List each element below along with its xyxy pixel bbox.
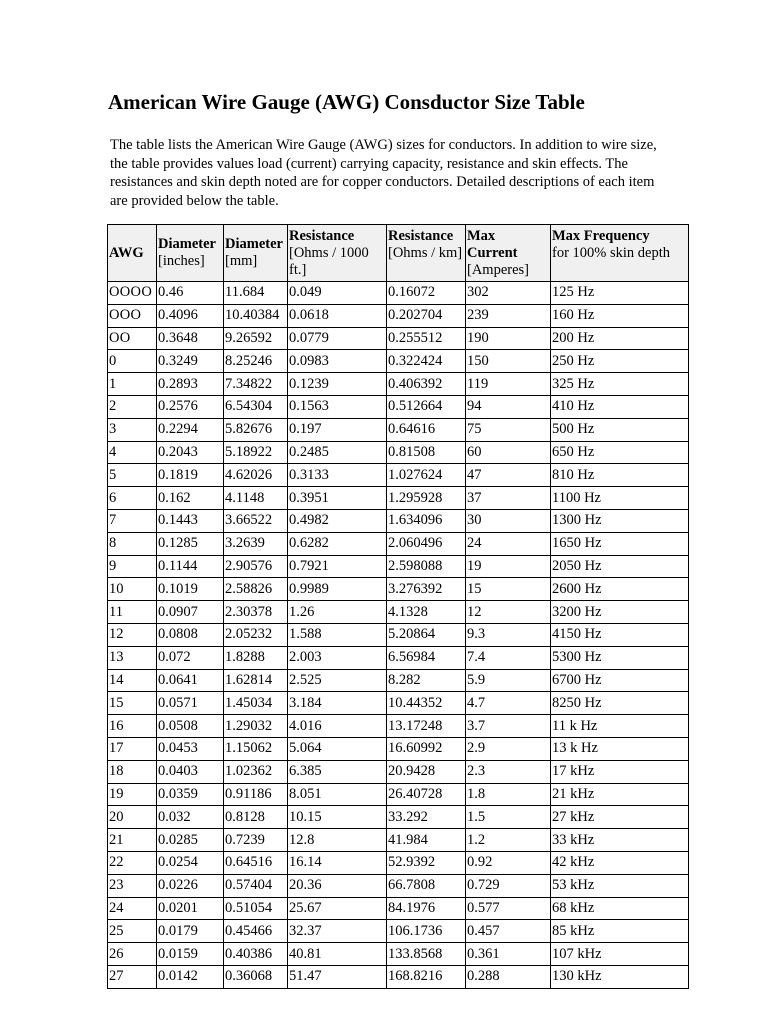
cell-resistance-ft: 3.184	[288, 692, 387, 715]
cell-resistance-ft: 2.525	[288, 669, 387, 692]
cell-resistance-km: 8.282	[387, 669, 466, 692]
cell-resistance-ft: 0.9989	[288, 578, 387, 601]
cell-awg: 13	[108, 646, 157, 669]
cell-diameter-inches: 0.0285	[157, 829, 224, 852]
cell-diameter-mm: 0.91186	[224, 783, 288, 806]
header-label: Max Current	[467, 228, 518, 261]
cell-max-frequency: 13 k Hz	[551, 737, 689, 760]
cell-max-frequency: 1650 Hz	[551, 532, 689, 555]
cell-max-current: 1.8	[466, 783, 551, 806]
cell-diameter-mm: 1.62814	[224, 669, 288, 692]
table-row	[108, 829, 689, 852]
cell-diameter-inches: 0.1019	[157, 578, 224, 601]
cell-diameter-inches: 0.0254	[157, 851, 224, 874]
cell-resistance-ft: 0.3951	[288, 487, 387, 510]
cell-diameter-inches: 0.0907	[157, 601, 224, 624]
header-max-frequency	[551, 225, 689, 282]
cell-awg: 14	[108, 669, 157, 692]
cell-resistance-km: 0.81508	[387, 441, 466, 464]
cell-max-frequency: 500 Hz	[551, 418, 689, 441]
cell-diameter-inches: 0.3249	[157, 350, 224, 373]
cell-max-frequency: 410 Hz	[551, 395, 689, 418]
cell-resistance-km: 41.984	[387, 829, 466, 852]
cell-awg: OOO	[108, 304, 157, 327]
cell-awg: 8	[108, 532, 157, 555]
awg-table-body	[108, 282, 689, 989]
cell-resistance-ft: 0.197	[288, 418, 387, 441]
cell-diameter-mm: 1.8288	[224, 646, 288, 669]
cell-max-frequency: 4150 Hz	[551, 623, 689, 646]
cell-resistance-km: 0.202704	[387, 304, 466, 327]
cell-resistance-km: 0.64616	[387, 418, 466, 441]
cell-diameter-inches: 0.0453	[157, 737, 224, 760]
cell-awg: 26	[108, 943, 157, 966]
table-row	[108, 532, 689, 555]
cell-diameter-inches: 0.162	[157, 487, 224, 510]
cell-diameter-inches: 0.0201	[157, 897, 224, 920]
cell-max-current: 0.729	[466, 874, 551, 897]
cell-resistance-km: 3.276392	[387, 578, 466, 601]
header-label: Max Frequency	[552, 228, 650, 244]
cell-resistance-ft: 0.2485	[288, 441, 387, 464]
cell-diameter-mm: 4.62026	[224, 464, 288, 487]
cell-resistance-ft: 40.81	[288, 943, 387, 966]
cell-awg: 20	[108, 806, 157, 829]
cell-diameter-mm: 2.05232	[224, 623, 288, 646]
cell-diameter-mm: 0.7239	[224, 829, 288, 852]
cell-resistance-km: 52.9392	[387, 851, 466, 874]
cell-resistance-km: 1.027624	[387, 464, 466, 487]
table-row	[108, 737, 689, 760]
cell-diameter-mm: 0.8128	[224, 806, 288, 829]
header-unit: [Ohms / km]	[388, 245, 463, 261]
cell-diameter-inches: 0.0808	[157, 623, 224, 646]
header-awg-label: AWG	[109, 245, 144, 261]
table-row	[108, 897, 689, 920]
cell-diameter-inches: 0.032	[157, 806, 224, 829]
header-unit: [inches]	[158, 253, 205, 269]
cell-awg: OO	[108, 327, 157, 350]
cell-max-current: 239	[466, 304, 551, 327]
table-row	[108, 943, 689, 966]
cell-diameter-inches: 0.0508	[157, 715, 224, 738]
cell-resistance-km: 4.1328	[387, 601, 466, 624]
cell-diameter-inches: 0.0179	[157, 920, 224, 943]
cell-max-frequency: 2600 Hz	[551, 578, 689, 601]
table-row	[108, 418, 689, 441]
table-row	[108, 395, 689, 418]
cell-awg: 11	[108, 601, 157, 624]
cell-resistance-ft: 1.588	[288, 623, 387, 646]
cell-diameter-mm: 1.02362	[224, 760, 288, 783]
cell-resistance-km: 168.8216	[387, 965, 466, 988]
cell-diameter-inches: 0.0641	[157, 669, 224, 692]
cell-diameter-inches: 0.1144	[157, 555, 224, 578]
cell-resistance-km: 106.1736	[387, 920, 466, 943]
cell-max-frequency: 11 k Hz	[551, 715, 689, 738]
cell-diameter-inches: 0.2576	[157, 395, 224, 418]
header-label: Diameter	[158, 236, 216, 252]
cell-resistance-km: 0.512664	[387, 395, 466, 418]
cell-resistance-ft: 2.003	[288, 646, 387, 669]
cell-max-frequency: 42 kHz	[551, 851, 689, 874]
header-diameter-inches	[157, 225, 224, 282]
cell-diameter-mm: 0.36068	[224, 965, 288, 988]
header-resistance-ft	[288, 225, 387, 282]
table-row	[108, 669, 689, 692]
cell-resistance-ft: 0.049	[288, 282, 387, 305]
cell-max-frequency: 125 Hz	[551, 282, 689, 305]
cell-resistance-ft: 4.016	[288, 715, 387, 738]
table-row	[108, 578, 689, 601]
cell-diameter-mm: 10.40384	[224, 304, 288, 327]
cell-diameter-mm: 2.58826	[224, 578, 288, 601]
cell-max-current: 7.4	[466, 646, 551, 669]
cell-diameter-mm: 1.45034	[224, 692, 288, 715]
cell-awg: 23	[108, 874, 157, 897]
cell-awg: 5	[108, 464, 157, 487]
cell-max-current: 1.2	[466, 829, 551, 852]
cell-diameter-mm: 5.18922	[224, 441, 288, 464]
cell-awg: 27	[108, 965, 157, 988]
cell-resistance-ft: 0.0618	[288, 304, 387, 327]
cell-resistance-km: 84.1976	[387, 897, 466, 920]
cell-resistance-km: 13.17248	[387, 715, 466, 738]
cell-max-frequency: 85 kHz	[551, 920, 689, 943]
header-unit: [Amperes]	[467, 262, 530, 278]
intro-paragraph: The table lists the American Wire Gauge (AWG) sizes for conductors. In addition to wire size, the table provides values load (current) carrying capacity, resistance and skin effects. The resistances and skin depth noted are for copper conductors. Detailed descriptions of each item are provided below the table.	[110, 137, 657, 209]
header-diameter-mm	[224, 225, 288, 282]
cell-resistance-km: 133.8568	[387, 943, 466, 966]
table-row	[108, 487, 689, 510]
page-title: American Wire Gauge (AWG) Consductor Size Table	[108, 90, 585, 114]
cell-diameter-inches: 0.072	[157, 646, 224, 669]
cell-max-current: 2.9	[466, 737, 551, 760]
cell-diameter-inches: 0.2294	[157, 418, 224, 441]
cell-awg: 21	[108, 829, 157, 852]
cell-max-current: 1.5	[466, 806, 551, 829]
table-row	[108, 692, 689, 715]
cell-diameter-mm: 0.64516	[224, 851, 288, 874]
cell-awg: 24	[108, 897, 157, 920]
cell-resistance-ft: 12.8	[288, 829, 387, 852]
cell-max-current: 150	[466, 350, 551, 373]
cell-awg: 3	[108, 418, 157, 441]
cell-awg: 0	[108, 350, 157, 373]
cell-awg: 12	[108, 623, 157, 646]
cell-max-frequency: 2050 Hz	[551, 555, 689, 578]
cell-resistance-ft: 16.14	[288, 851, 387, 874]
cell-max-current: 190	[466, 327, 551, 350]
cell-resistance-ft: 0.6282	[288, 532, 387, 555]
cell-awg: 18	[108, 760, 157, 783]
cell-diameter-mm: 5.82676	[224, 418, 288, 441]
table-row	[108, 920, 689, 943]
header-unit: [mm]	[225, 253, 258, 269]
table-row	[108, 806, 689, 829]
cell-max-current: 2.3	[466, 760, 551, 783]
header-label: Diameter	[225, 236, 283, 252]
cell-max-current: 0.457	[466, 920, 551, 943]
cell-max-frequency: 33 kHz	[551, 829, 689, 852]
cell-diameter-inches: 0.0359	[157, 783, 224, 806]
cell-diameter-mm: 3.2639	[224, 532, 288, 555]
cell-resistance-ft: 8.051	[288, 783, 387, 806]
table-row	[108, 327, 689, 350]
cell-resistance-ft: 5.064	[288, 737, 387, 760]
cell-max-frequency: 27 kHz	[551, 806, 689, 829]
cell-awg: 2	[108, 395, 157, 418]
cell-resistance-km: 0.255512	[387, 327, 466, 350]
table-header-row	[108, 225, 689, 282]
header-max-current	[466, 225, 551, 282]
cell-diameter-mm: 0.57404	[224, 874, 288, 897]
cell-awg: OOOO	[108, 282, 157, 305]
cell-max-current: 60	[466, 441, 551, 464]
cell-diameter-inches: 0.46	[157, 282, 224, 305]
cell-max-frequency: 200 Hz	[551, 327, 689, 350]
cell-max-frequency: 21 kHz	[551, 783, 689, 806]
cell-max-frequency: 1100 Hz	[551, 487, 689, 510]
cell-resistance-ft: 0.3133	[288, 464, 387, 487]
cell-diameter-inches: 0.0159	[157, 943, 224, 966]
cell-resistance-km: 0.16072	[387, 282, 466, 305]
cell-diameter-mm: 2.90576	[224, 555, 288, 578]
cell-resistance-km: 5.20864	[387, 623, 466, 646]
cell-awg: 19	[108, 783, 157, 806]
cell-resistance-km: 0.322424	[387, 350, 466, 373]
cell-awg: 17	[108, 737, 157, 760]
cell-resistance-ft: 0.1563	[288, 395, 387, 418]
table-row	[108, 623, 689, 646]
cell-max-current: 0.361	[466, 943, 551, 966]
cell-resistance-km: 26.40728	[387, 783, 466, 806]
cell-diameter-mm: 2.30378	[224, 601, 288, 624]
cell-resistance-ft: 0.4982	[288, 509, 387, 532]
table-row	[108, 350, 689, 373]
cell-max-frequency: 53 kHz	[551, 874, 689, 897]
cell-awg: 10	[108, 578, 157, 601]
cell-diameter-mm: 1.15062	[224, 737, 288, 760]
table-row	[108, 509, 689, 532]
cell-resistance-ft: 1.26	[288, 601, 387, 624]
cell-diameter-inches: 0.2893	[157, 373, 224, 396]
cell-awg: 15	[108, 692, 157, 715]
table-row	[108, 874, 689, 897]
cell-max-current: 119	[466, 373, 551, 396]
cell-diameter-mm: 0.51054	[224, 897, 288, 920]
header-label: Resistance	[388, 228, 454, 244]
cell-max-current: 47	[466, 464, 551, 487]
cell-diameter-mm: 0.45466	[224, 920, 288, 943]
cell-max-frequency: 8250 Hz	[551, 692, 689, 715]
cell-max-current: 15	[466, 578, 551, 601]
cell-max-current: 0.92	[466, 851, 551, 874]
cell-diameter-inches: 0.0226	[157, 874, 224, 897]
cell-max-current: 3.7	[466, 715, 551, 738]
header-resistance-km	[387, 225, 466, 282]
cell-resistance-ft: 51.47	[288, 965, 387, 988]
cell-resistance-km: 1.634096	[387, 509, 466, 532]
table-row	[108, 555, 689, 578]
cell-max-current: 4.7	[466, 692, 551, 715]
cell-max-current: 24	[466, 532, 551, 555]
header-awg	[108, 225, 157, 282]
cell-max-current: 0.288	[466, 965, 551, 988]
header-unit: [Ohms / 1000 ft.]	[289, 245, 369, 278]
cell-max-current: 5.9	[466, 669, 551, 692]
cell-resistance-km: 2.060496	[387, 532, 466, 555]
cell-diameter-mm: 6.54304	[224, 395, 288, 418]
table-row	[108, 441, 689, 464]
cell-diameter-inches: 0.1285	[157, 532, 224, 555]
cell-awg: 22	[108, 851, 157, 874]
cell-resistance-km: 10.44352	[387, 692, 466, 715]
cell-awg: 9	[108, 555, 157, 578]
cell-max-frequency: 3200 Hz	[551, 601, 689, 624]
cell-resistance-ft: 20.36	[288, 874, 387, 897]
cell-resistance-km: 33.292	[387, 806, 466, 829]
cell-diameter-mm: 8.25246	[224, 350, 288, 373]
cell-max-current: 19	[466, 555, 551, 578]
table-row	[108, 851, 689, 874]
table-row	[108, 464, 689, 487]
cell-resistance-ft: 0.0983	[288, 350, 387, 373]
cell-max-frequency: 160 Hz	[551, 304, 689, 327]
cell-max-current: 94	[466, 395, 551, 418]
cell-resistance-km: 2.598088	[387, 555, 466, 578]
table-row	[108, 282, 689, 305]
cell-max-current: 75	[466, 418, 551, 441]
table-row	[108, 760, 689, 783]
cell-resistance-ft: 0.1239	[288, 373, 387, 396]
cell-max-frequency: 68 kHz	[551, 897, 689, 920]
cell-awg: 7	[108, 509, 157, 532]
cell-resistance-km: 1.295928	[387, 487, 466, 510]
table-row	[108, 965, 689, 988]
header-label: Resistance	[289, 228, 355, 244]
cell-resistance-km: 20.9428	[387, 760, 466, 783]
cell-max-current: 30	[466, 509, 551, 532]
cell-max-frequency: 6700 Hz	[551, 669, 689, 692]
cell-diameter-inches: 0.0142	[157, 965, 224, 988]
table-row	[108, 646, 689, 669]
cell-resistance-km: 0.406392	[387, 373, 466, 396]
cell-diameter-inches: 0.4096	[157, 304, 224, 327]
cell-diameter-mm: 7.34822	[224, 373, 288, 396]
cell-diameter-mm: 11.684	[224, 282, 288, 305]
cell-max-frequency: 107 kHz	[551, 943, 689, 966]
cell-max-frequency: 325 Hz	[551, 373, 689, 396]
cell-awg: 6	[108, 487, 157, 510]
cell-resistance-km: 16.60992	[387, 737, 466, 760]
cell-resistance-ft: 32.37	[288, 920, 387, 943]
cell-max-frequency: 130 kHz	[551, 965, 689, 988]
cell-awg: 25	[108, 920, 157, 943]
cell-resistance-ft: 6.385	[288, 760, 387, 783]
cell-resistance-ft: 0.7921	[288, 555, 387, 578]
table-row	[108, 304, 689, 327]
cell-max-frequency: 17 kHz	[551, 760, 689, 783]
cell-resistance-ft: 10.15	[288, 806, 387, 829]
cell-diameter-inches: 0.2043	[157, 441, 224, 464]
cell-diameter-mm: 4.1148	[224, 487, 288, 510]
cell-max-current: 12	[466, 601, 551, 624]
cell-diameter-inches: 0.0403	[157, 760, 224, 783]
header-unit: for 100% skin depth	[552, 245, 670, 261]
table-row	[108, 715, 689, 738]
cell-resistance-ft: 0.0779	[288, 327, 387, 350]
cell-diameter-inches: 0.3648	[157, 327, 224, 350]
cell-diameter-inches: 0.1443	[157, 509, 224, 532]
cell-max-frequency: 1300 Hz	[551, 509, 689, 532]
cell-max-frequency: 810 Hz	[551, 464, 689, 487]
cell-awg: 16	[108, 715, 157, 738]
cell-max-frequency: 5300 Hz	[551, 646, 689, 669]
cell-max-frequency: 250 Hz	[551, 350, 689, 373]
cell-max-current: 0.577	[466, 897, 551, 920]
cell-diameter-inches: 0.1819	[157, 464, 224, 487]
cell-resistance-km: 6.56984	[387, 646, 466, 669]
awg-table	[107, 224, 689, 989]
cell-max-current: 9.3	[466, 623, 551, 646]
table-row	[108, 783, 689, 806]
cell-diameter-mm: 9.26592	[224, 327, 288, 350]
cell-max-current: 302	[466, 282, 551, 305]
cell-awg: 4	[108, 441, 157, 464]
cell-diameter-mm: 1.29032	[224, 715, 288, 738]
cell-max-current: 37	[466, 487, 551, 510]
cell-diameter-mm: 3.66522	[224, 509, 288, 532]
cell-diameter-mm: 0.40386	[224, 943, 288, 966]
cell-resistance-ft: 25.67	[288, 897, 387, 920]
cell-diameter-inches: 0.0571	[157, 692, 224, 715]
cell-awg: 1	[108, 373, 157, 396]
cell-resistance-km: 66.7808	[387, 874, 466, 897]
table-row	[108, 373, 689, 396]
table-row	[108, 601, 689, 624]
cell-max-frequency: 650 Hz	[551, 441, 689, 464]
